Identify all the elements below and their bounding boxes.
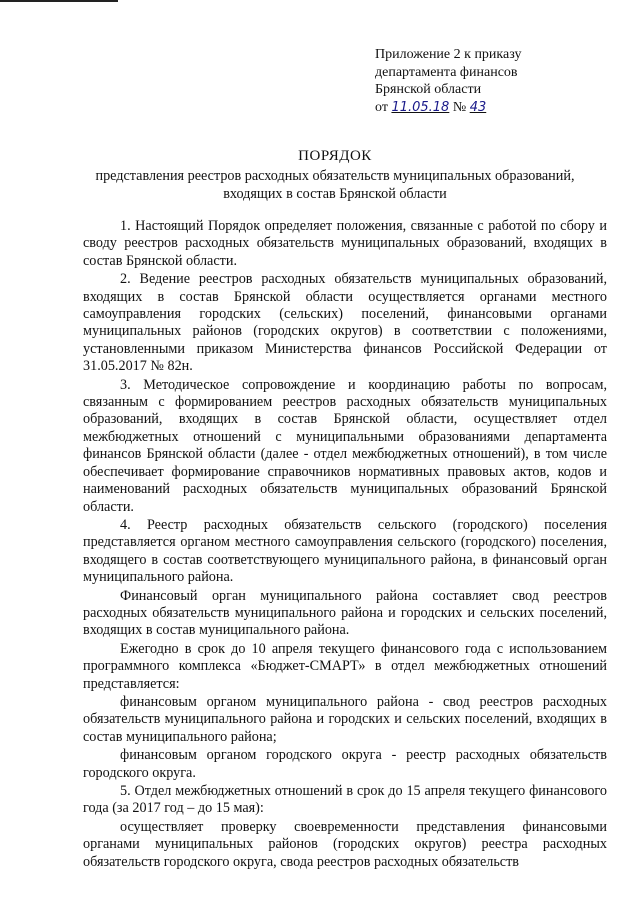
paragraph-8: финансовым органом городского округа - реестр расходных обязательств городского округа.	[83, 747, 607, 781]
top-rule	[0, 0, 118, 2]
paragraph-4: 4. Реестр расходных обязательств сельского (городского) поселения представляется органом местного самоуправления сельского (городского) поселения, входящего в состав соответствующего муниципального района, в финансовый орган муниципального района.	[83, 516, 607, 586]
paragraph-10: осуществляет проверку своевременности представления финансовыми органами муниципальных районов (городских округов) реестра расходных обязательств городского округа, свода реестров расходных обязательств	[83, 818, 607, 870]
document-title	[40, 148, 630, 203]
document-body	[83, 218, 607, 871]
annex-from-label: от	[375, 99, 388, 115]
annex-date-handwritten: 11.05.18	[391, 99, 450, 115]
title-subtitle-line-2: входящих в состав Брянской области	[223, 185, 447, 202]
paragraph-6: Ежегодно в срок до 10 апреля текущего финансового года с использованием программного комплекса «Бюджет-СМАРТ» в отдел межбюджетных отношений представляется:	[83, 640, 607, 692]
paragraph-3: 3. Методическое сопровождение и координацию работы по вопросам, связанным с формированием реестров расходных обязательств муниципальных образований, входящих в состав Брянской области, осуществляет отдел межбюджетных отношений с муниципальными образованиями департамента финансов Брянской области (далее - отдел межбюджетных отношений), в том числе обеспечивает формирование справочников нормативных правовых актов, кодов и наименований расходных обязательств муниципальных образований Брянской области.	[83, 376, 607, 515]
annex-number-label: №	[452, 99, 467, 115]
annex-line-2: департамента финансов	[375, 64, 518, 80]
paragraph-7: финансовым органом муниципального района - свод реестров расходных обязательств муниципального района и городских и сельских поселений, входящих в состав муниципального района;	[83, 693, 607, 745]
annex-line-1: Приложение 2 к приказу	[375, 47, 522, 62]
paragraph-5: Финансовый орган муниципального района составляет свод реестров расходных обязательств муниципального района и городских и сельских поселений, входящих в состав муниципального района.	[83, 587, 607, 639]
title-heading: ПОРЯДОК	[298, 148, 372, 164]
paragraph-1: 1. Настоящий Порядок определяет положения, связанные с работой по сбору и своду реестров расходных обязательств муниципальных образований, входящих в состав Брянской области.	[83, 218, 607, 269]
paragraph-9: 5. Отдел межбюджетных отношений в срок до 15 апреля текущего финансового года (за 2017 год – до 15 мая):	[83, 783, 607, 817]
paragraph-2: 2. Ведение реестров расходных обязательств муниципальных образований, входящих в состав Брянской области осуществляется органами местного самоуправления городских (сельских) поселений, финансовыми органами муниципальных районов (городских округов) в соответствии с положениями, установленными приказом Министерства финансов Российской Федерации от 31.05.2017 № 82н.	[83, 271, 607, 375]
title-subtitle-line-1: представления реестров расходных обязательств муниципальных образований,	[95, 168, 575, 184]
annex-line-3: Брянской области	[375, 82, 482, 97]
annex-block	[375, 46, 625, 116]
annex-number-handwritten: 43	[469, 99, 487, 115]
annex-line-4	[375, 99, 625, 117]
